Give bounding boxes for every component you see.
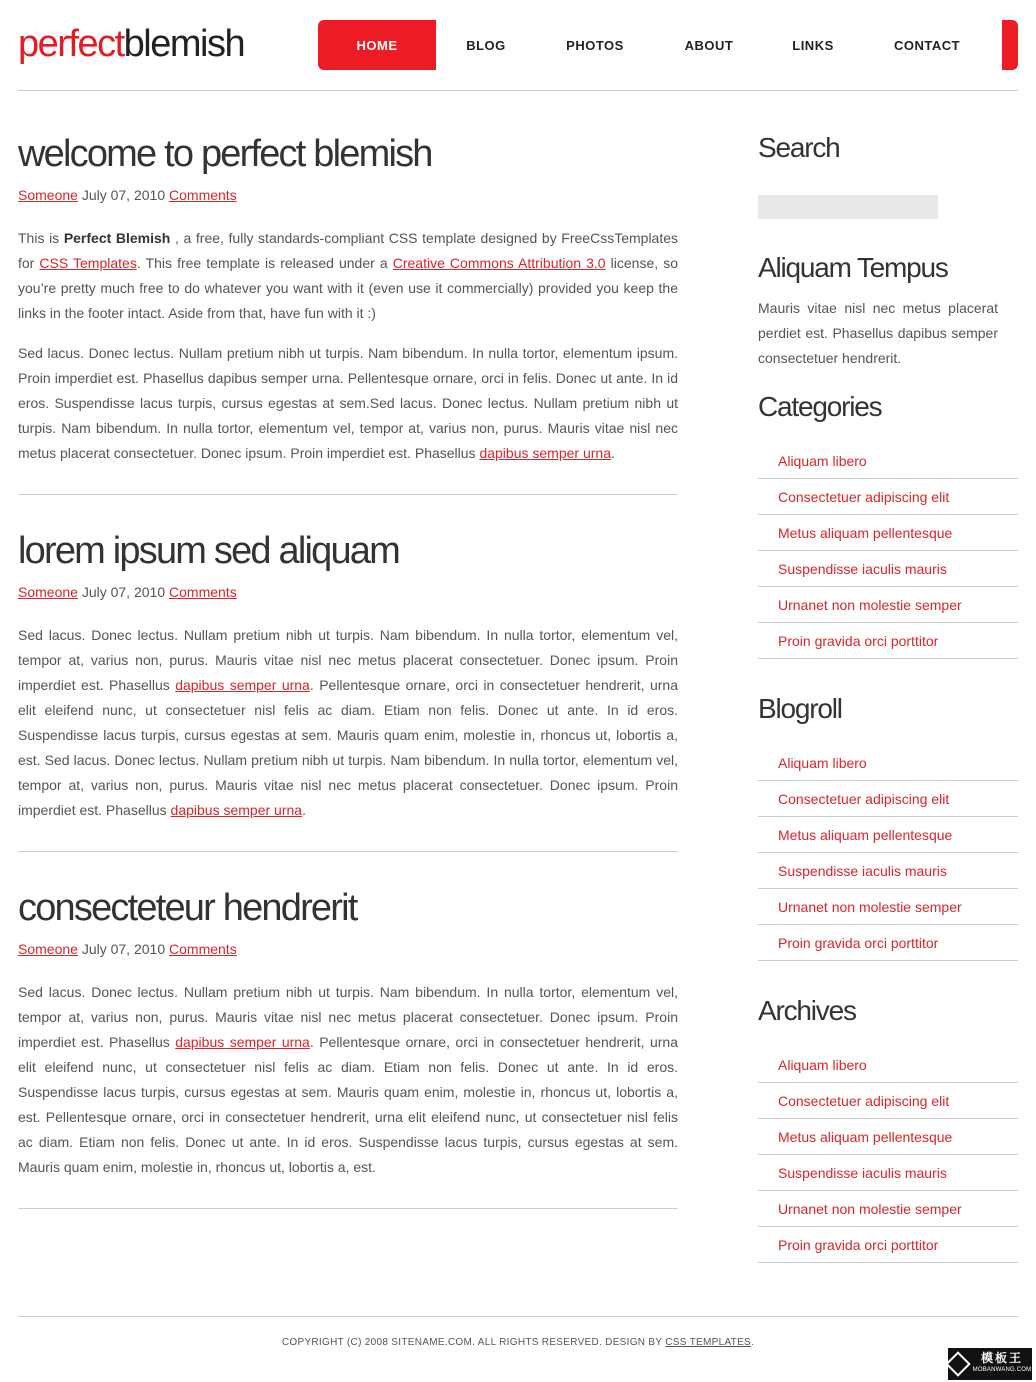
post-meta (18, 583, 678, 601)
aliquam-tempus-text: Mauris vitae nisl nec metus placerat perdiet est. Phasellus dapibus semper consectetuer hendrerit. (758, 300, 998, 366)
list-item (758, 1083, 1018, 1119)
blogroll-list (758, 745, 1018, 961)
header-divider (18, 90, 1018, 91)
text-run: . Pellentesque ornare, orci in consectetuer hendrerit, urna elit eleifend nunc, ut consectetuer nisl felis ac diam. Etiam non felis. Donec ut ante. In id eros. Suspendisse lacus turpis, cursus egestas at sem. Mauris quam enim, molestie in, rhoncus ut, lobortis a, est. Sed lacus. Donec lectus. Nullam pretium nibh ut turpis. Nam bibendum. In nulla tortor, elementum vel, tempor at, varius non, purus. Mauris vitae nisl nec metus placerat consectetuer. Donec ipsum. Proin imperdiet est. Phasellus (18, 677, 678, 818)
sidebar (758, 128, 1018, 1293)
text-run: . (610, 445, 615, 461)
archives-heading: Archives (758, 995, 856, 1026)
text-run: Sed lacus. Donec lectus. Nullam pretium nibh ut turpis. Nam bibendum. In nulla tortor, elementum vel, tempor at, varius non, purus. Mauris vitae nisl nec metus placerat consectetuer. Donec ipsum. Proin imperdiet est. Phasellus (18, 984, 678, 1050)
list-item (758, 1047, 1018, 1083)
logo-part-blemish: blemish (123, 23, 245, 65)
category-link[interactable]: Suspendisse iaculis mauris (778, 560, 947, 577)
post-comments-link[interactable]: Comments (169, 584, 237, 600)
text-run: This is (18, 230, 64, 246)
blogroll-link[interactable]: Metus aliquam pellentesque (778, 826, 953, 843)
text-run: . Pellentesque ornare, orci in consectetuer hendrerit, urna elit eleifend nunc, ut consectetuer nisl felis ac diam. Etiam non felis. Donec ut ante. In id eros. Suspendisse lacus turpis, cursus egestas at sem. Mauris quam enim, molestie in, rhoncus ut, lobortis a, est. Pellentesque ornare, orci in consectetuer hendrerit, urna elit eleifend nunc, ut consectetuer nisl felis ac diam. Etiam non felis. Donec ut ante. In id eros. Suspendisse lacus turpis, cursus egestas at sem. Mauris quam enim, molestie in, rhoncus ut, lobortis a, est. (18, 1034, 678, 1175)
list-item (758, 745, 1018, 781)
post-paragraph (18, 341, 678, 466)
post-author-link[interactable]: Someone (18, 584, 78, 600)
list-item (758, 889, 1018, 925)
list-item (758, 551, 1018, 587)
post-welcome (18, 128, 678, 495)
post-consecteteur (18, 882, 678, 1209)
aliquam-tempus-heading: Aliquam Tempus (758, 252, 948, 283)
list-item (758, 781, 1018, 817)
text-run: license, so you’re pretty much free to do whatever you want with it (even use it commercially) provided you keep the links in the footer intact. Aside from that, have fun with it :) (18, 255, 679, 321)
archive-link[interactable]: Metus aliquam pellentesque (778, 1128, 953, 1145)
watermark-badge (948, 1348, 1032, 1380)
creative-commons-link[interactable]: Creative Commons Attribution 3.0 (392, 255, 606, 271)
list-item (758, 1227, 1018, 1263)
inline-link[interactable]: dapibus semper urna (479, 445, 611, 461)
blogroll-link[interactable]: Aliquam libero (778, 754, 867, 771)
post-body (18, 226, 678, 494)
post-lorem-ipsum (18, 525, 678, 852)
nav-contact[interactable]: CONTACT (893, 37, 961, 53)
site-logo[interactable] (18, 22, 244, 66)
footer-css-templates-link[interactable]: CSS TEMPLATES (665, 1337, 752, 1348)
post-comments-link[interactable]: Comments (169, 187, 237, 203)
badge-small-text: MOBANWANG.COM (972, 1367, 1032, 1373)
archive-link[interactable]: Urnanet non molestie semper (778, 1200, 962, 1217)
post-author-link[interactable]: Someone (18, 187, 78, 203)
inline-link[interactable]: dapibus semper urna (175, 1034, 310, 1050)
nav-about[interactable]: ABOUT (684, 37, 734, 53)
search-heading: Search (758, 132, 840, 163)
nav-photos[interactable]: PHOTOS (566, 37, 624, 53)
archive-link[interactable]: Consectetuer adipiscing elit (778, 1092, 950, 1109)
footer (18, 1337, 1018, 1348)
nav-blog[interactable]: BLOG (466, 37, 506, 53)
post-author-link[interactable]: Someone (18, 941, 78, 957)
categories-heading: Categories (758, 391, 882, 422)
bold-text: Perfect Blemish (63, 230, 171, 246)
post-title[interactable]: consecteteur hendrerit (18, 887, 357, 929)
list-item (758, 587, 1018, 623)
badge-big-text: 模板王 (980, 1351, 1023, 1365)
blogroll-heading: Blogroll (758, 693, 842, 724)
post-title[interactable]: lorem ipsum sed aliquam (18, 530, 399, 572)
list-item (758, 1155, 1018, 1191)
main-nav (318, 20, 992, 70)
post-title[interactable]: welcome to perfect blemish (18, 133, 432, 175)
category-link[interactable]: Proin gravida orci porttitor (778, 632, 939, 649)
archive-link[interactable]: Proin gravida orci porttitor (778, 1236, 939, 1253)
search-input[interactable] (758, 195, 938, 219)
post-paragraph (18, 226, 678, 326)
nav-home[interactable]: HOME (318, 20, 436, 70)
category-link[interactable]: Urnanet non molestie semper (778, 596, 962, 613)
text-run: . (302, 802, 306, 818)
list-item (758, 623, 1018, 659)
inline-link[interactable]: dapibus semper urna (170, 802, 303, 818)
text-run: . This free template is released under a (136, 255, 393, 271)
list-item (758, 853, 1018, 889)
post-paragraph (18, 980, 678, 1180)
post-meta (18, 940, 678, 958)
post-date: July 07, 2010 (81, 584, 166, 600)
post-comments-link[interactable]: Comments (169, 941, 237, 957)
blogroll-link[interactable]: Urnanet non molestie semper (778, 898, 962, 915)
diamond-icon (945, 1351, 970, 1376)
nav-end-cap (1002, 20, 1018, 70)
list-item (758, 479, 1018, 515)
list-item (758, 1119, 1018, 1155)
blogroll-link[interactable]: Suspendisse iaculis mauris (778, 862, 947, 879)
text-run: Sed lacus. Donec lectus. Nullam pretium nibh ut turpis. Nam bibendum. In nulla tortor, elementum ipsum. Proin imperdiet est. Phasellus dapibus semper urna. Pellentesque ornare, orci in felis. Donec ut ante. In id eros. Suspendisse lacus turpis, cursus egestas at sem.Sed lacus. Donec lectus. Nullam pretium nibh ut turpis. Nam bibendum. In nulla tortor, elementum vel, tempor at, varius non, purus. Mauris vitae nisl nec metus placerat consectetuer. Donec ipsum. Proin imperdiet est. Phasellus (18, 345, 678, 461)
blogroll-link[interactable]: Proin gravida orci porttitor (778, 934, 939, 951)
list-item (758, 443, 1018, 479)
category-link[interactable]: Aliquam libero (778, 452, 867, 469)
inline-link[interactable]: dapibus semper urna (175, 677, 310, 693)
post-body (18, 623, 678, 851)
category-link[interactable]: Consectetuer adipiscing elit (778, 488, 950, 505)
list-item (758, 1191, 1018, 1227)
list-item (758, 515, 1018, 551)
footer-divider (18, 1316, 1018, 1317)
badge-text (973, 1352, 1032, 1376)
copyright-text: COPYRIGHT (C) 2008 SITENAME.COM. ALL RIGHTS RESERVED. DESIGN BY (281, 1337, 666, 1348)
footer-end: . (751, 1337, 755, 1348)
nav-links[interactable]: LINKS (792, 37, 834, 53)
archive-link[interactable]: Suspendisse iaculis mauris (778, 1164, 947, 1181)
post-date: July 07, 2010 (81, 941, 166, 957)
logo-part-perfect: perfect (18, 23, 124, 65)
categories-list (758, 443, 1018, 659)
post-meta (18, 186, 678, 204)
main-content (18, 128, 678, 1239)
css-templates-link[interactable]: CSS Templates (39, 255, 137, 271)
archives-list (758, 1047, 1018, 1263)
text-run: Sed lacus. Donec lectus. Nullam pretium nibh ut turpis. Nam bibendum. In nulla tortor, elementum vel, tempor at, varius non, purus. Mauris vitae nisl nec metus placerat consectetuer. Donec ipsum. Proin imperdiet est. Phasellus (18, 627, 678, 693)
list-item (758, 925, 1018, 961)
post-body (18, 980, 678, 1208)
post-date: July 07, 2010 (81, 187, 166, 203)
archive-link[interactable]: Aliquam libero (778, 1056, 867, 1073)
list-item (758, 817, 1018, 853)
post-paragraph (18, 623, 678, 823)
text-run: , a free, fully standards-compliant CSS template designed by FreeCssTemplates for (18, 230, 679, 271)
blogroll-link[interactable]: Consectetuer adipiscing elit (778, 790, 950, 807)
category-link[interactable]: Metus aliquam pellentesque (778, 524, 953, 541)
